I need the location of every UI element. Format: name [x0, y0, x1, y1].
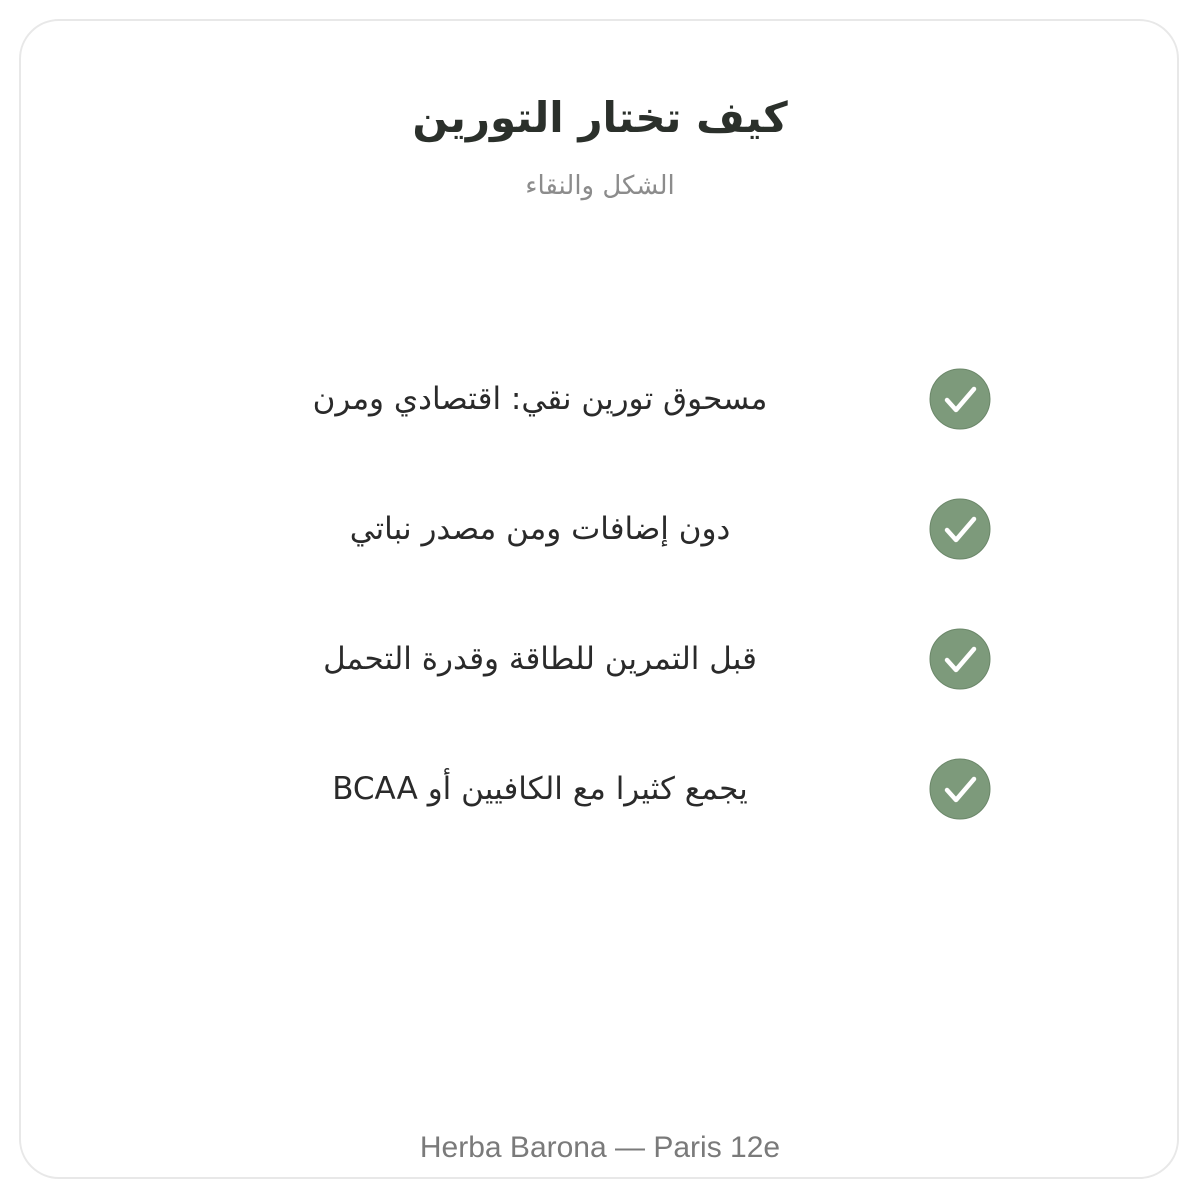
- list-item-label: مسحوق تورين نقي: اقتصادي ومرن: [312, 381, 768, 417]
- check-circle-icon: [929, 368, 991, 430]
- list-item-label: قبل التمرين للطاقة وقدرة التحمل: [323, 641, 757, 677]
- list-item-label: دون إضافات ومن مصدر نباتي: [349, 511, 731, 547]
- check-circle-icon: [929, 498, 991, 560]
- list-item: [0, 498, 1200, 560]
- list-item-label: يجمع كثيرا مع الكافيين أو BCAA: [332, 771, 748, 807]
- list-item: [0, 368, 1200, 430]
- list-item: [0, 758, 1200, 820]
- page-title: كيف تختار التورين: [412, 93, 788, 142]
- check-circle-icon: [929, 628, 991, 690]
- footer-brand: Herba Barona — Paris 12e: [419, 1131, 781, 1164]
- check-circle-icon: [929, 758, 991, 820]
- page-subtitle: الشكل والنقاء: [525, 171, 675, 201]
- list-item: [0, 628, 1200, 690]
